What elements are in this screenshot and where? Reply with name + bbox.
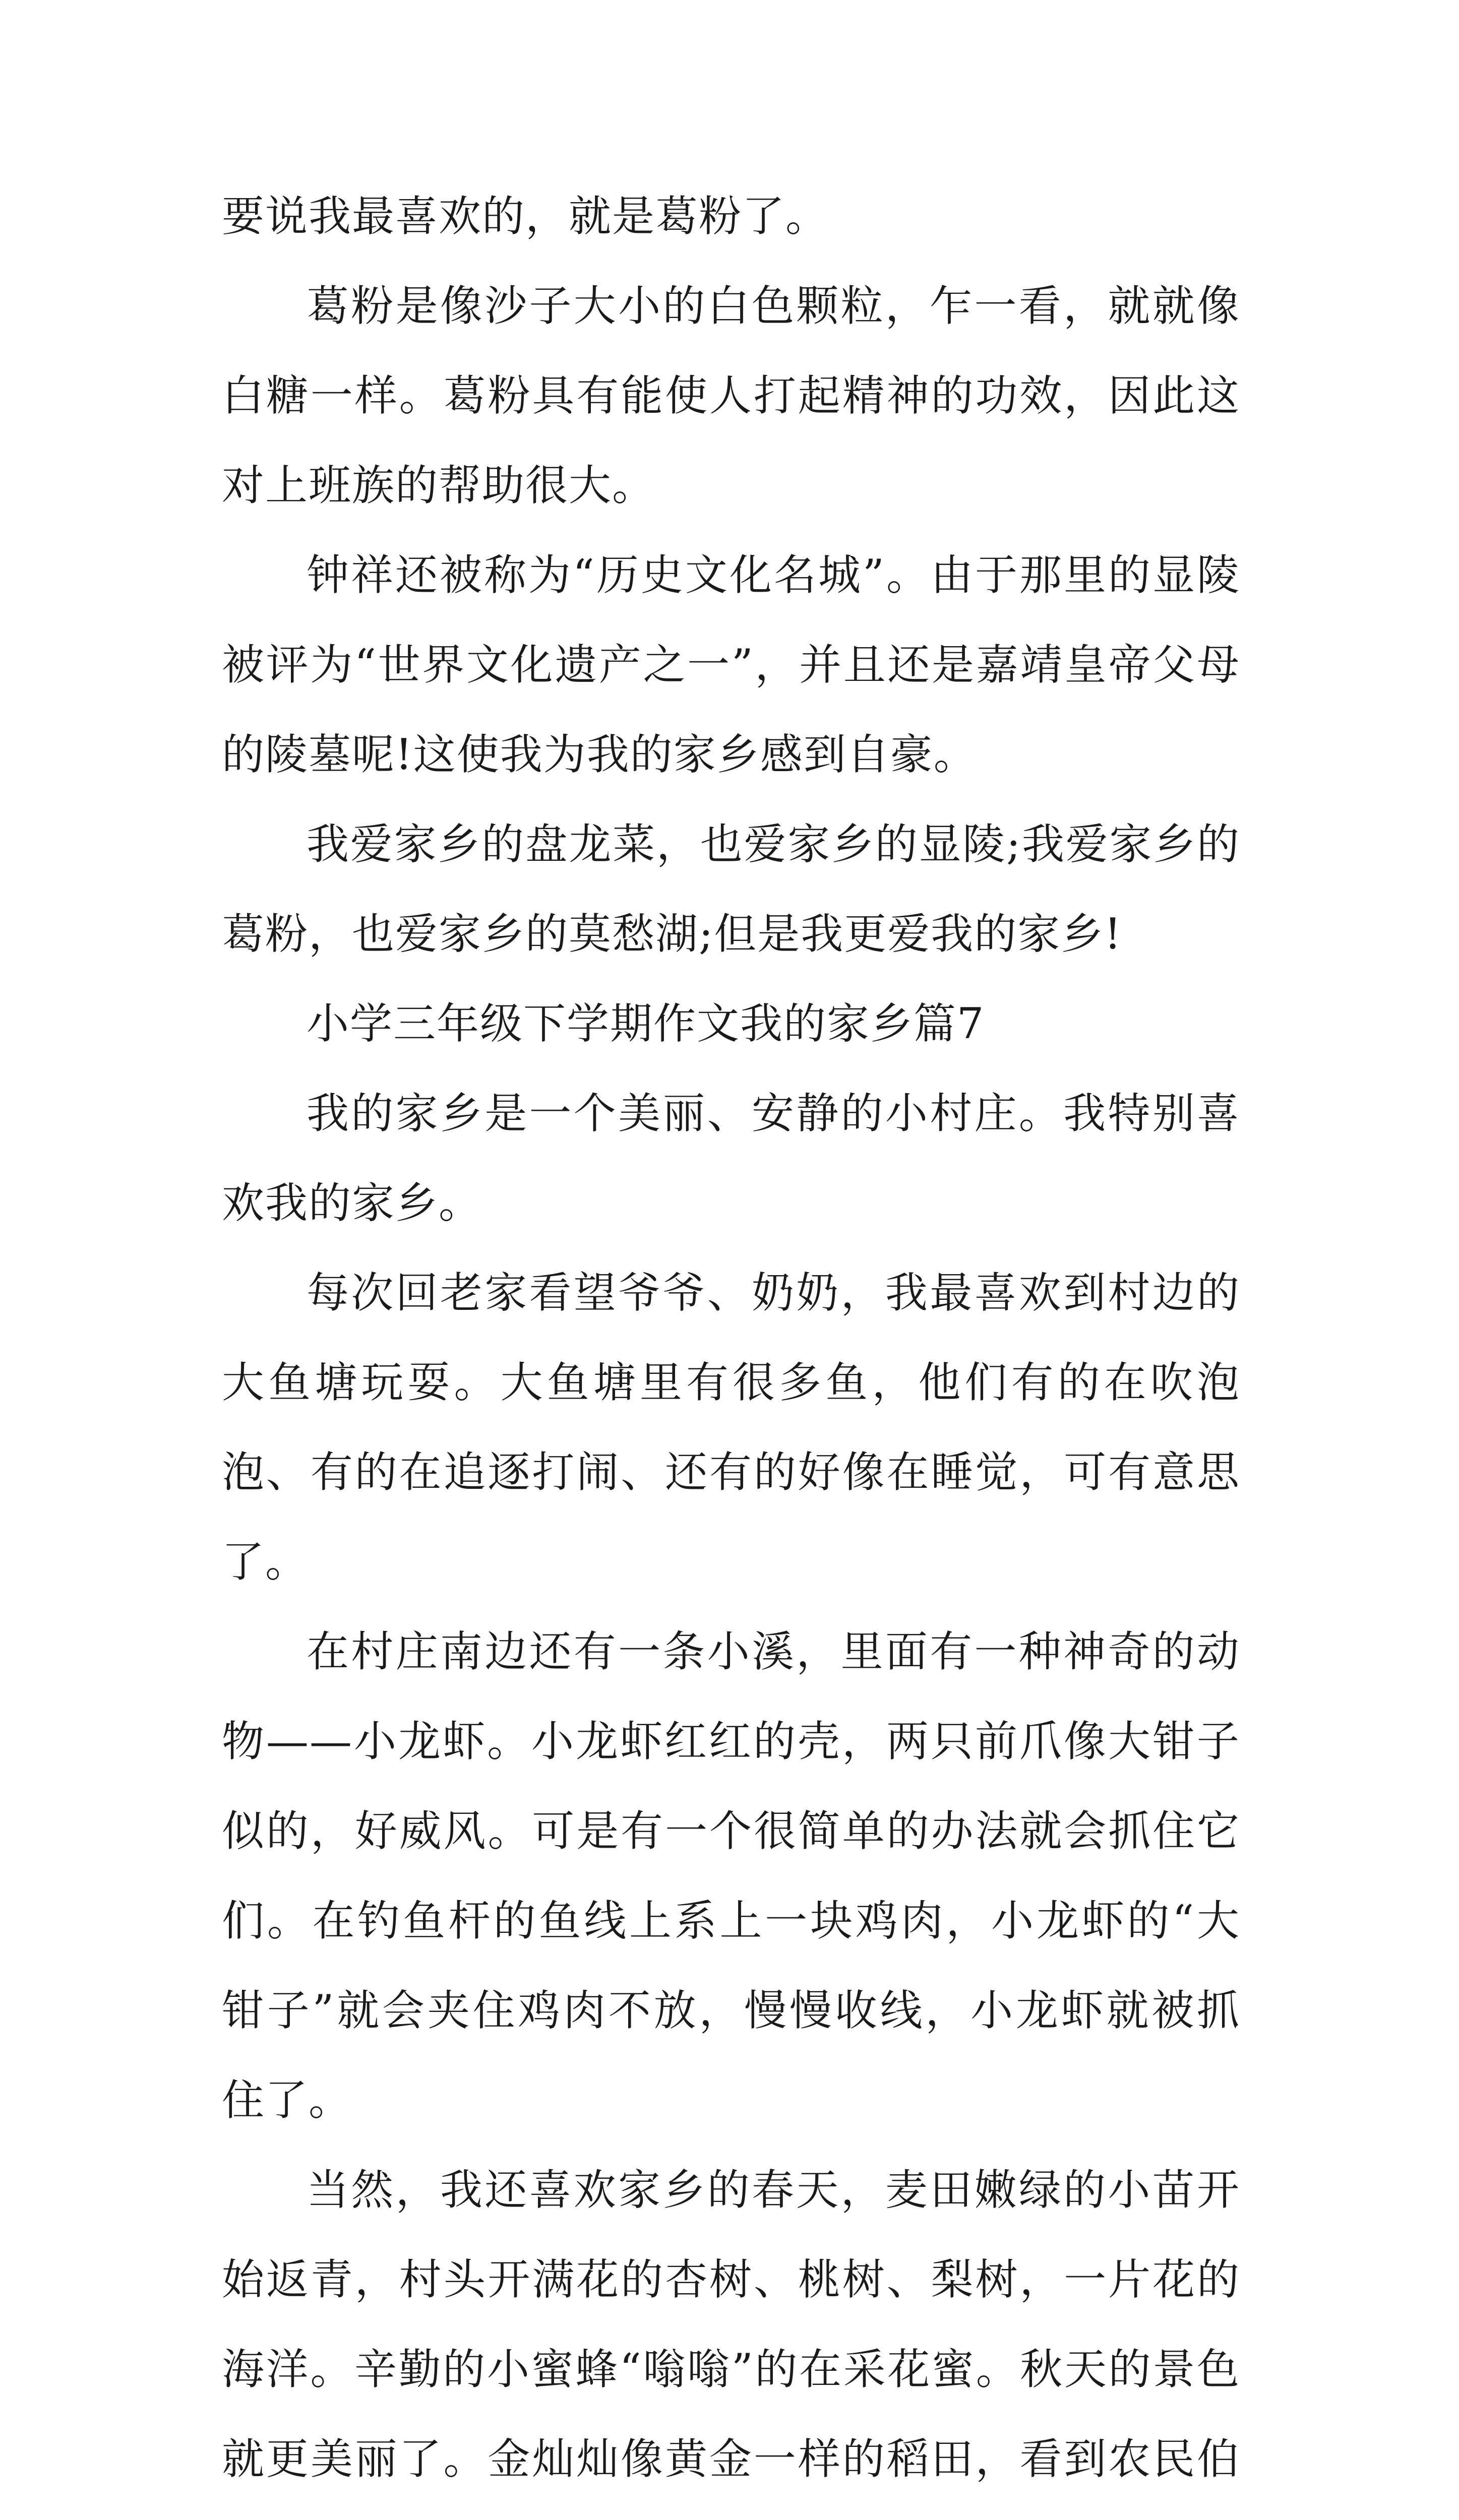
paragraph: 当然，我还喜欢家乡的春天，麦田嫩绿的小苗开始返青，村头开满花的杏树、桃树、梨树，一片花的海洋。辛勤的小蜜蜂“嗡嗡”的在采花蜜。秋天的景色就更美丽了。金灿灿像黄金一样的稻田，看到农民伯 bbox=[222, 2165, 1240, 2484]
paragraph: 钟祥还被称为“历史文化名城”。由于那里的显陵被评为“世界文化遗产之一”，并且还是嘉靖皇帝父母的陵墓呢!这使我为我的家乡感到自豪。 bbox=[222, 550, 1240, 779]
paragraph: 我的家乡是一个美丽、安静的小村庄。我特别喜欢我的家乡。 bbox=[222, 1089, 1240, 1228]
paragraph: 在村庄南边还有一条小溪，里面有一种神奇的动物——小龙虾。小龙虾红红的壳，两只前爪像大钳子似的，好威风。可是有一个很简单的办法就会抓住它们。在钓鱼杆的鱼线上系上一块鸡肉，小龙虾的“大钳子”就会夹住鸡肉不放，慢慢收线，小龙虾就被抓住了。 bbox=[222, 1627, 1240, 2125]
document-body bbox=[222, 171, 1240, 2520]
paragraph-continuation: 要说我最喜欢的，就是葛粉了。 bbox=[222, 192, 829, 241]
paragraph: 每次回老家看望爷爷、奶奶，我最喜欢到村边的大鱼塘玩耍。大鱼塘里有很多鱼，他们有的在吹泡泡、有的在追逐打闹、还有的好像在睡觉，可有意思了。 bbox=[222, 1268, 1240, 1587]
section-heading: 小学三年级下学期作文我的家乡篇7 bbox=[307, 999, 985, 1048]
paragraph: 葛粉是像沙子大小的白色颗粒，乍一看，就就像白糖一样。葛粉具有能使人打起精神的功效，因此这对上班族的帮助很大。 bbox=[222, 281, 1240, 510]
paragraph: 我爱家乡的盘龙菜，也爱家乡的显陵;我爱家乡的葛粉，也爱家乡的莫愁湖;但是我更爱我的家乡! bbox=[222, 820, 1240, 959]
